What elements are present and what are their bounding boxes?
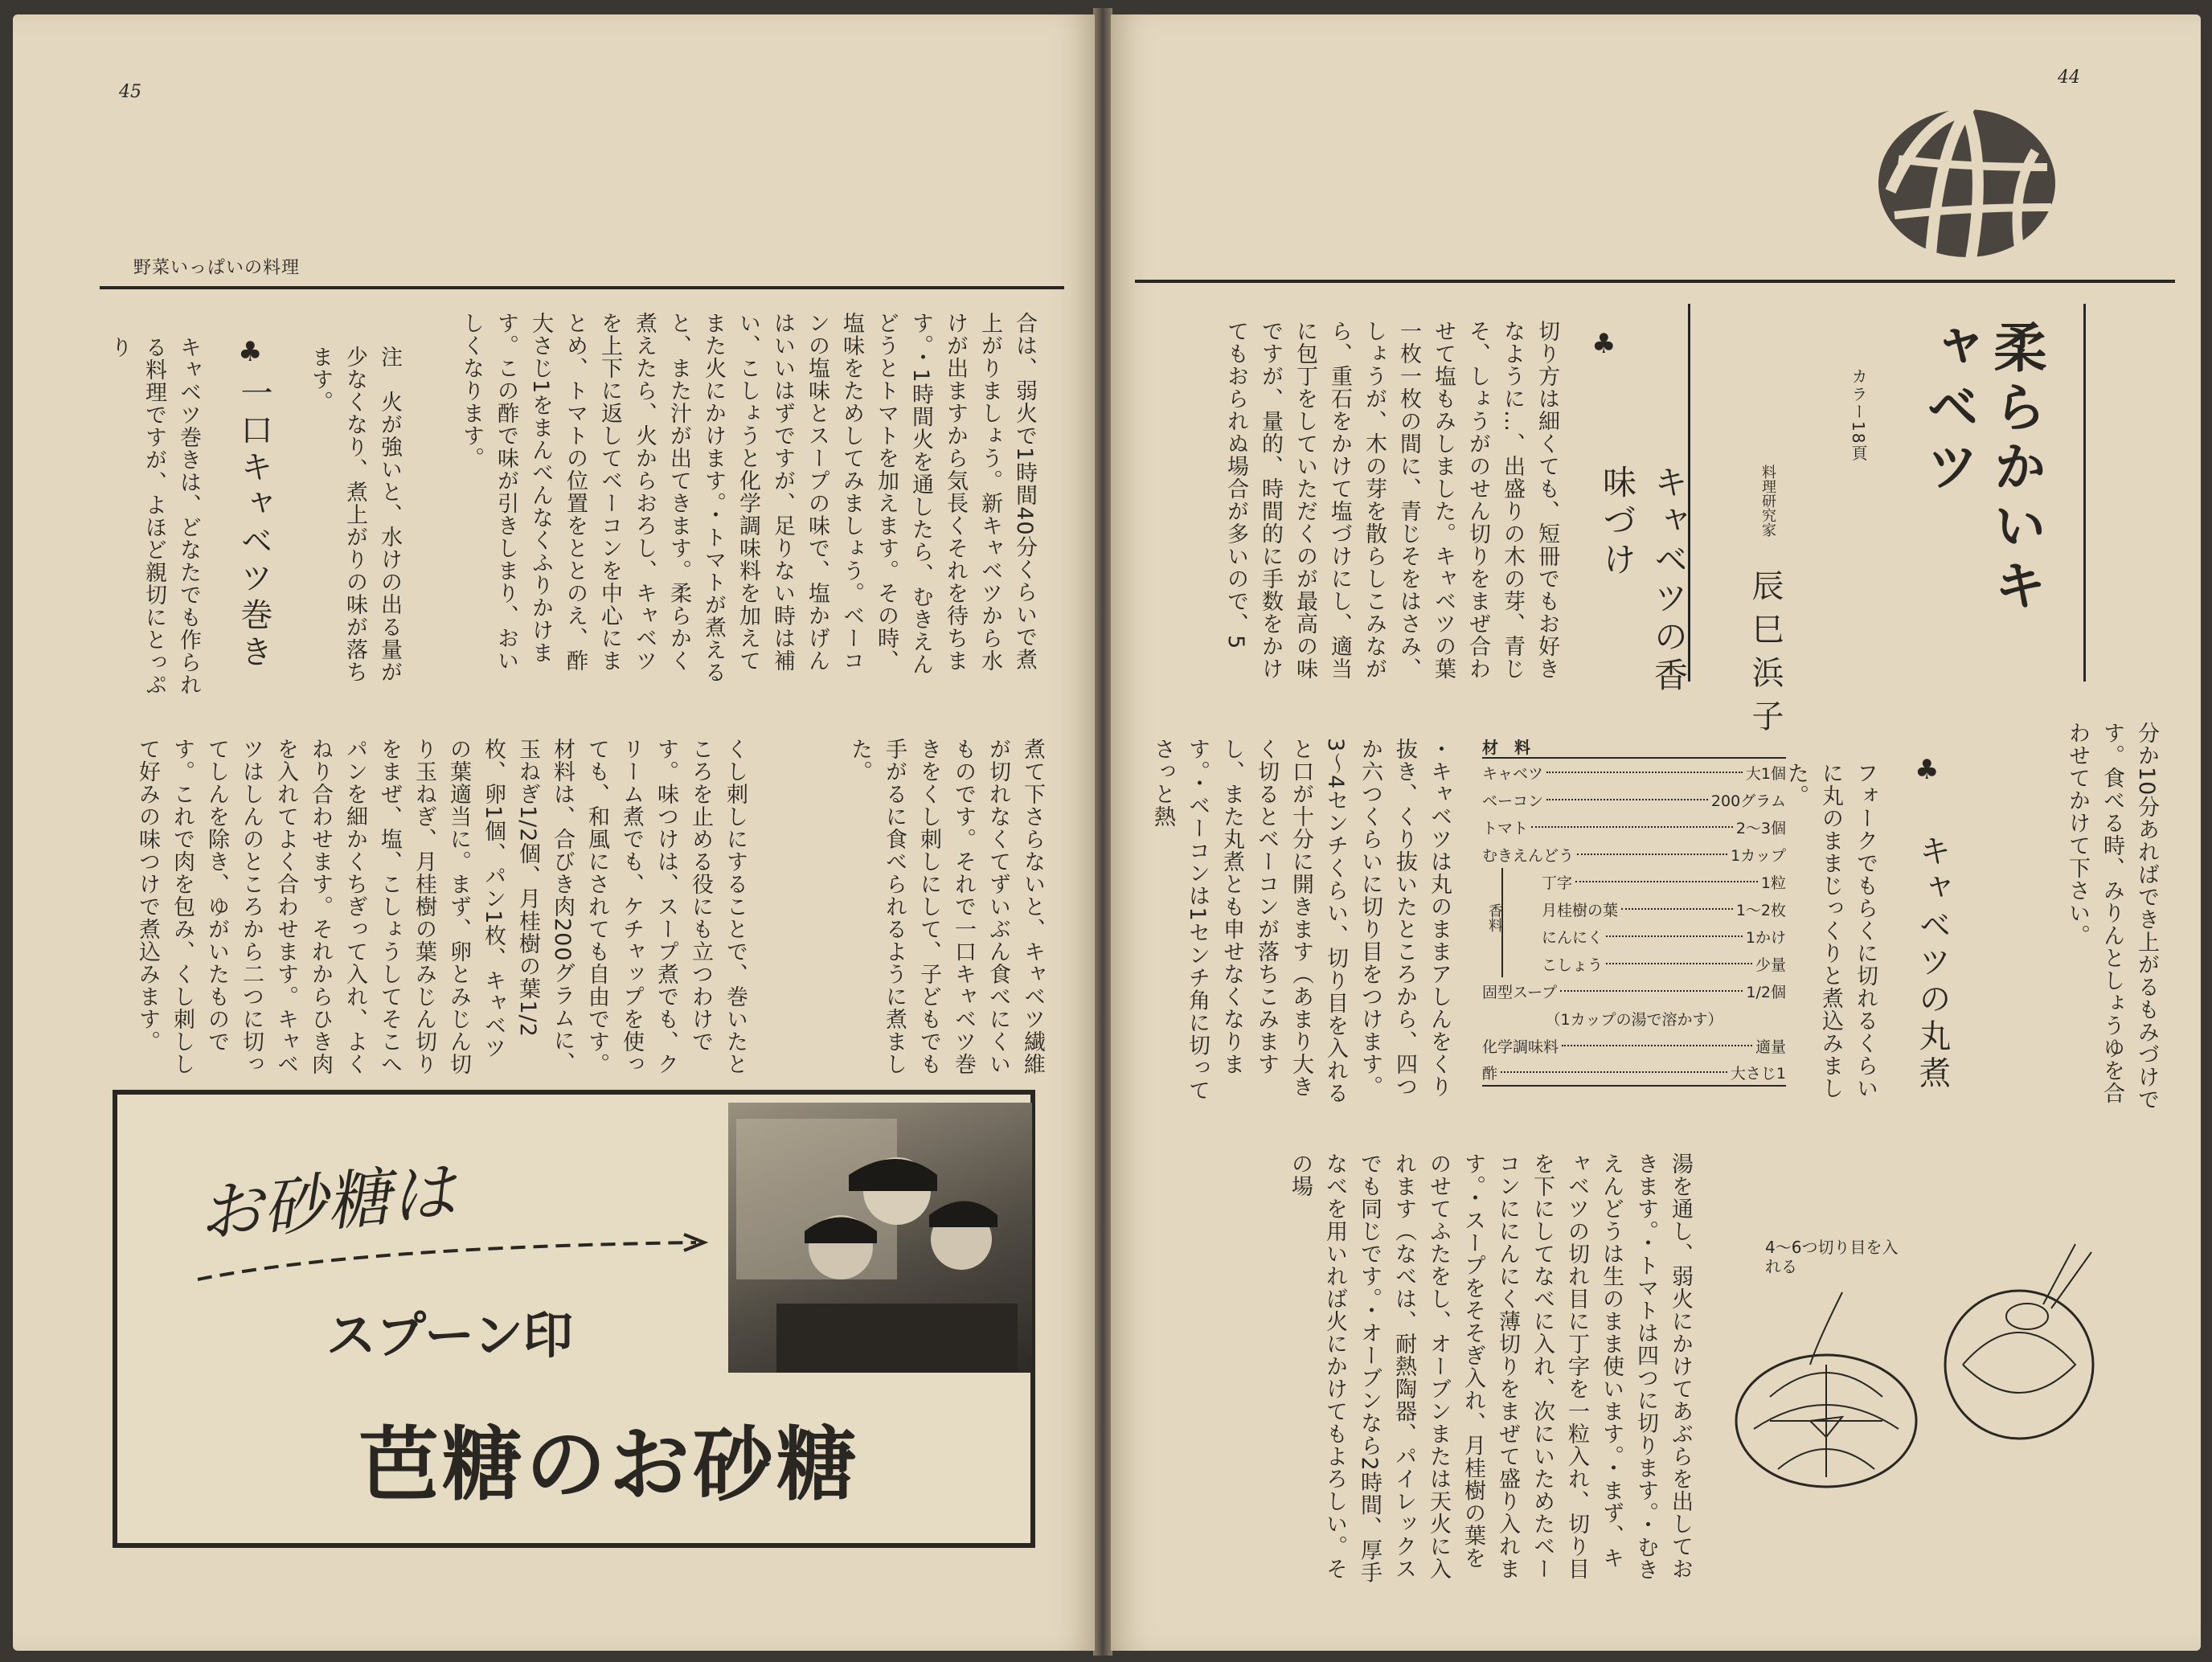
section-title-hitokuchi: 一口キャベツ巻き	[236, 376, 272, 672]
left-column-block-1: 合は、弱火で1時間40分くらいで煮上がりましょう。新キャベツから水けが出ますから気長くそれを待ちます。・1時間火を通したら、むきえんどうとトマトを加えます。その時、塩味をためしてみましょう。ベーコンの塩味とスープの味で、塩かげんはいいはずですが、足りない時は補い、こしょうと化学調味料を加えてまた火にかけます。・トマトが煮えると、また汁が出てきます。柔らかく煮えたら、火からおろし、キャベツを上下に返してベーコンを中心にまとめ、トマトの位置をととのえ、酢大さじ1をまんべんなくふりかけます。この酢で味が引きしまり、おいしくなります。	[459, 312, 1037, 684]
ingredients-title: 材 料	[1482, 735, 1786, 759]
cabbage-cut-illustration	[1722, 1228, 2140, 1493]
color-page-ref: カラー18頁	[1849, 368, 1868, 463]
ingredient-row: 化学調味料 適量	[1482, 1038, 1786, 1056]
author-name: 辰巳浜子	[1747, 569, 1784, 743]
cabbage-icon	[1874, 103, 2067, 272]
ingredients-list	[1482, 735, 1786, 1087]
club-icon-2: ♣	[1915, 754, 1940, 786]
article-title: 柔らかいキャベツ	[1917, 320, 2047, 617]
ad-photo-children	[728, 1103, 1032, 1373]
section-title-maruni: キャベツの丸煮	[1914, 834, 1951, 1093]
ingredient-row: 月桂樹の葉 1〜2枚	[1542, 901, 1786, 919]
book-gutter	[1093, 8, 1112, 1656]
ad-brand: スプーン印	[326, 1306, 573, 1365]
spice-group	[1486, 868, 1786, 977]
left-note: 注 火が強いと、水けの出る量が少なくなり、煮上がりの味が落ちます。	[308, 346, 402, 683]
page-number-right: 44	[2058, 68, 2080, 88]
ingredient-row: キャベツ 大1個	[1482, 764, 1786, 783]
section-title-koumi: キャベツの香味づけ	[1598, 465, 1689, 696]
section1-continuation: 分か10分あればでき上がるもみづけです。食べる時、みりんとしょうゆを合わせてかけて下さい。	[2065, 722, 2159, 1111]
club-icon-1: ♣	[1591, 328, 1616, 360]
ad-headline: お砂糖は	[195, 1154, 459, 1251]
club-icon-left: ♣	[238, 336, 263, 368]
header-rule	[100, 286, 1064, 289]
right-page	[1111, 14, 2201, 1651]
left-page	[13, 14, 1095, 1651]
ingredient-row: ベーコン 200グラム	[1482, 792, 1786, 810]
ingredient-row: むきえんどう 1カップ	[1482, 846, 1786, 865]
left-column-block-3: くし刺しにすることで、巻いたところを止める役にも立つわけです。味つけは、スープ煮でも、クリーム煮でも、ケチャップを使っても、和風にされても自由です。材料は、合びき肉200グラムに、玉ねぎ1/2個、月桂樹の葉1/2枚、卵1個、パン1枚、キャベツの葉適当に。まず、卵とみじん切り玉ねぎ、月桂樹の葉みじん切りをまぜ、塩、こしょうしてそこへパンを細かくちぎって入れ、よくねり合わせます。それからひき肉を入れてよく合わせます。キャベツはしんのところから二つに切ってしんを除き、ゆがいたものです。これで肉を包み、くし刺しして好みの味つけで煮込みます。	[135, 738, 748, 1075]
ingredient-row: 酢 大さじ1	[1482, 1059, 1786, 1087]
ingredient-note: （1カップの湯で溶かす）	[1545, 1010, 1723, 1029]
illustration-label: 4〜6つ切り目を入れる	[1765, 1238, 1899, 1276]
page-number-left: 45	[119, 82, 141, 102]
left-column-block-2: 煮て下さらないと、キャベツ繊維が切れなくてずいぶん食べにくいものです。それで一口キャベツ巻きをくし刺しにして、子どもでも手がるに食べられるように煮ました。	[847, 738, 1045, 1075]
ad-dashed-arrow	[198, 1231, 712, 1296]
title-rule-right	[2083, 304, 2086, 682]
section2-intro: フォークでもらくに切れるくらいに丸のままじっくりと煮込みました。	[1784, 762, 1878, 1099]
ingredient-row: 丁字 1粒	[1542, 874, 1786, 892]
ingredient-row: こしょう 少量	[1542, 956, 1786, 974]
section1-body: 切り方は細くても、短冊でもお好きなように…、出盛りの木の芽、青じそ、しょうがのせん切りをまぜ合わせて塩もみしました。キャベツの葉一枚一枚の間に、青じそをはさみ、しょうが、木の芽を散らしこみながら、重石をかけて塩づけにし、適当に包丁をしていただくのが最高の味ですが、量的、時間的に手数をかけてもおられぬ場合が多いので、5	[1223, 320, 1559, 680]
ingredient-row: 固型スープ 1/2個	[1482, 983, 1786, 1001]
left-intro-text: キャベツ巻きは、どなたでも作られる料理ですが、よほど親切にとっぷり	[107, 336, 201, 696]
spice-label: 香料	[1486, 903, 1503, 932]
ad-product: 芭糖のお砂糖	[358, 1418, 860, 1512]
running-head: 野菜いっぱいの料理	[133, 258, 301, 278]
author-role: 料理研究家	[1759, 465, 1776, 537]
ingredient-row: にんにく 1かけ	[1542, 928, 1786, 947]
header-rule-right	[1135, 280, 2175, 283]
sugar-advertisement	[113, 1090, 1035, 1548]
steps-column-b: 湯を通し、弱火にかけてあぶらを出しておきます。・トマトは四つに切ります。・むきえんどうは生のまま使います。・まず、キャベツの切れ目に丁字を一粒入れ、切り目を下にしてなべに入れ、次にいためたベーコンににんにく薄切りをまぜて盛り入れます。・スープをそそぎ入れ、月桂樹の葉をのせてふたをし、オーブンまたは天火に入れます（なべは、耐熱陶器、パイレックスでも同じです。・オーブンなら2時間、厚手なべを用いれば火にかけてもよろしい。その場	[1288, 1152, 1693, 1584]
steps-column-a: ・キャベツは丸のままアしんをくり抜き、くり抜いたところから、四つか六つくらいに切り目をつけます。3〜4センチくらい、切り目を入れると口が十分に開きます（あまり大きく切るとベーコンが落ちこみますし、また丸煮とも申せなくなります。・ベーコンは1センチ角に切ってさっと熱	[1150, 738, 1452, 1105]
ingredient-row: トマト 2〜3個	[1482, 819, 1786, 837]
